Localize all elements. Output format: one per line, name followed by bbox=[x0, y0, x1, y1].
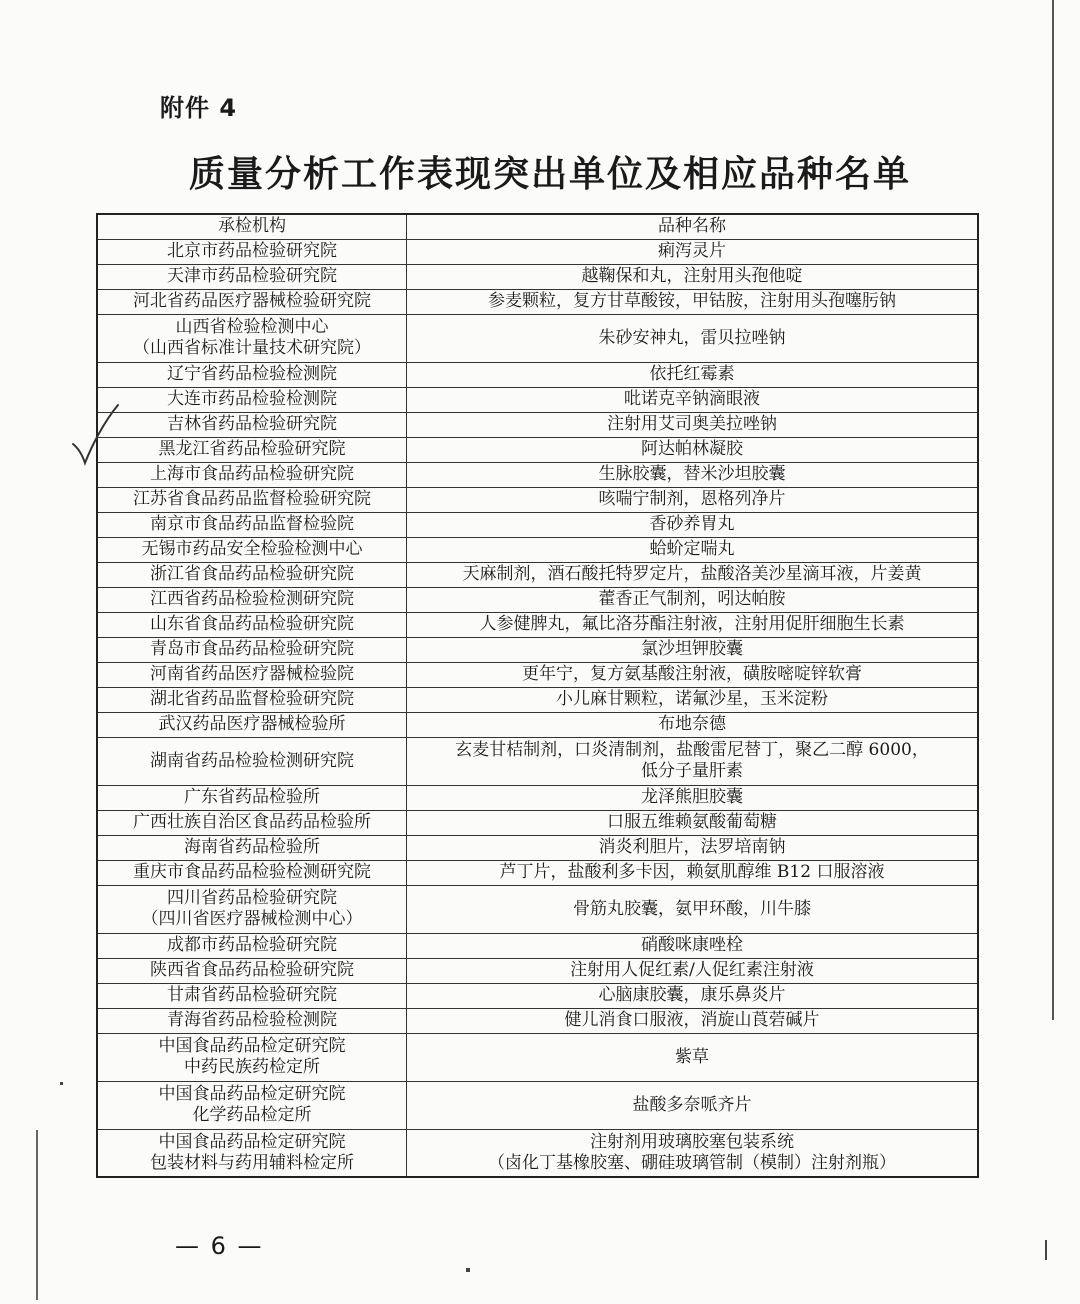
product-names: 健儿消食口服液，消旋山莨菪碱片 bbox=[564, 1010, 820, 1030]
table-row bbox=[97, 983, 978, 1008]
institution-cell bbox=[97, 289, 407, 314]
institution-cell bbox=[97, 785, 407, 810]
institution-cell bbox=[97, 612, 407, 637]
product-names: 芦丁片，盐酸利多卡因，赖氨肌醇维 B12 口服溶液 bbox=[499, 862, 885, 882]
product-names: 更年宁，复方氨基酸注射液，磺胺嘧啶锌软膏 bbox=[522, 664, 862, 684]
product-cell bbox=[407, 387, 979, 412]
product-cell bbox=[407, 933, 979, 958]
product-cell bbox=[407, 958, 979, 983]
table-row bbox=[97, 637, 978, 662]
product-cell bbox=[407, 314, 979, 362]
product-cell bbox=[407, 637, 979, 662]
institution-cell bbox=[97, 387, 407, 412]
product-names: 蛤蚧定喘丸 bbox=[649, 539, 735, 559]
product-cell bbox=[407, 462, 979, 487]
institution-cell bbox=[97, 737, 407, 785]
product-names: 氯沙坦钾胶囊 bbox=[641, 639, 743, 659]
product-cell bbox=[407, 239, 979, 264]
product-names: 消炎利胆片，法罗培南钠 bbox=[598, 837, 786, 857]
product-cell bbox=[407, 264, 979, 289]
header-institution: 承检机构 bbox=[97, 214, 407, 239]
table-row bbox=[97, 412, 978, 437]
page-number: — 6 — bbox=[175, 1232, 264, 1260]
institution-name: 河南省药品医疗器械检验院 bbox=[150, 664, 354, 684]
table-row bbox=[97, 437, 978, 462]
product-cell bbox=[407, 562, 979, 587]
table-row bbox=[97, 537, 978, 562]
institution-cell bbox=[97, 314, 407, 362]
product-cell bbox=[407, 860, 979, 885]
product-names: 紫草 bbox=[675, 1046, 709, 1067]
institution-cell bbox=[97, 958, 407, 983]
product-cell bbox=[407, 810, 979, 835]
product-names: 朱砂安神丸，雷贝拉唑钠 bbox=[598, 327, 786, 348]
institution-name: 中药民族药检定所 bbox=[184, 1057, 320, 1077]
table-row bbox=[97, 314, 978, 362]
institution-name: 成都市药品检验研究院 bbox=[167, 935, 337, 955]
institution-cell bbox=[97, 264, 407, 289]
institution-name: 黑龙江省药品检验研究院 bbox=[158, 439, 346, 459]
institution-cell bbox=[97, 587, 407, 612]
institution-name: 河北省药品医疗器械检验研究院 bbox=[133, 291, 371, 311]
product-cell bbox=[407, 512, 979, 537]
product-cell bbox=[407, 437, 979, 462]
product-names: 口服五维赖氨酸葡萄糖 bbox=[607, 812, 777, 832]
product-names: 藿香正气制剂，吲达帕胺 bbox=[598, 589, 786, 609]
product-names: 小儿麻甘颗粒，诺氟沙星，玉米淀粉 bbox=[556, 689, 828, 709]
institution-name: 南京市食品药品监督检验院 bbox=[150, 514, 354, 534]
institution-cell bbox=[97, 933, 407, 958]
product-cell bbox=[407, 1129, 979, 1177]
institution-cell bbox=[97, 1081, 407, 1129]
product-names: 盐酸多奈哌齐片 bbox=[632, 1094, 752, 1115]
institution-cell bbox=[97, 437, 407, 462]
institution-cell bbox=[97, 462, 407, 487]
institution-name: 包装材料与药用辅料检定所 bbox=[150, 1152, 354, 1173]
institution-name: 大连市药品检验检测院 bbox=[167, 389, 337, 409]
product-names: 越鞠保和丸，注射用头孢他啶 bbox=[581, 266, 803, 286]
institution-cell bbox=[97, 512, 407, 537]
product-names: 吡诺克辛钠滴眼液 bbox=[624, 389, 760, 409]
product-names: 骨筋丸胶囊，氨甲环酸，川牛膝 bbox=[573, 898, 811, 919]
product-cell bbox=[407, 612, 979, 637]
units-table bbox=[96, 213, 979, 1178]
institution-cell bbox=[97, 1008, 407, 1033]
institution-cell bbox=[97, 712, 407, 737]
institution-name: 天津市药品检验研究院 bbox=[167, 266, 337, 286]
table-row bbox=[97, 933, 978, 958]
institution-name: 广西壮族自治区食品药品检验所 bbox=[133, 812, 371, 832]
institution-name: 江苏省食品药品监督检验研究院 bbox=[133, 489, 371, 509]
institution-name: 江西省药品检验检测研究院 bbox=[150, 589, 354, 609]
table-row bbox=[97, 264, 978, 289]
product-names: （卤化丁基橡胶塞、硼硅玻璃管制（模制）注射剂瓶） bbox=[488, 1152, 896, 1173]
institution-name: 中国食品药品检定研究院 bbox=[158, 1131, 346, 1152]
table-row bbox=[97, 885, 978, 933]
institution-name: 化学药品检定所 bbox=[192, 1105, 312, 1125]
product-names: 香砂养胃丸 bbox=[649, 514, 735, 534]
institution-name: 中国食品药品检定研究院 bbox=[158, 1036, 346, 1056]
product-cell bbox=[407, 412, 979, 437]
table-row bbox=[97, 289, 978, 314]
institution-cell bbox=[97, 239, 407, 264]
table-row bbox=[97, 1129, 978, 1177]
product-names: 注射用艾司奥美拉唑钠 bbox=[607, 414, 777, 434]
table-header-row bbox=[97, 214, 978, 239]
product-cell bbox=[407, 587, 979, 612]
institution-cell bbox=[97, 412, 407, 437]
institution-name: 湖南省药品检验检测研究院 bbox=[150, 750, 354, 771]
product-cell bbox=[407, 737, 979, 785]
table-row bbox=[97, 958, 978, 983]
product-cell bbox=[407, 983, 979, 1008]
product-cell bbox=[407, 362, 979, 387]
product-names: 痢泻灵片 bbox=[658, 241, 726, 261]
table-row bbox=[97, 587, 978, 612]
product-names: 布地奈德 bbox=[658, 714, 726, 734]
institution-cell bbox=[97, 885, 407, 933]
product-cell bbox=[407, 1081, 979, 1129]
product-cell bbox=[407, 785, 979, 810]
product-names: 生脉胶囊，替米沙坦胶囊 bbox=[598, 464, 786, 484]
institution-cell bbox=[97, 562, 407, 587]
table-row bbox=[97, 462, 978, 487]
institution-name: 青海省药品检验检测院 bbox=[167, 1010, 337, 1030]
institution-cell bbox=[97, 687, 407, 712]
institution-name: 武汉药品医疗器械检验所 bbox=[158, 714, 346, 734]
institution-cell bbox=[97, 810, 407, 835]
table-row bbox=[97, 487, 978, 512]
product-cell bbox=[407, 487, 979, 512]
table-row bbox=[97, 712, 978, 737]
scan-dot bbox=[1045, 1240, 1047, 1260]
product-names: 参麦颗粒，复方甘草酸铵，甲钴胺，注射用头孢噻肟钠 bbox=[488, 291, 896, 311]
institution-cell bbox=[97, 860, 407, 885]
product-names: 人参健脾丸，氟比洛芬酯注射液，注射用促肝细胞生长素 bbox=[479, 614, 905, 634]
institution-name: 广东省药品检验所 bbox=[184, 787, 320, 807]
table-row bbox=[97, 785, 978, 810]
units-table-body bbox=[97, 214, 978, 1177]
institution-name: 无锡市药品安全检验检测中心 bbox=[141, 539, 363, 559]
institution-cell bbox=[97, 362, 407, 387]
product-cell bbox=[407, 687, 979, 712]
product-names: 低分子量肝素 bbox=[641, 761, 743, 781]
product-names: 硝酸咪康唑栓 bbox=[641, 935, 743, 955]
scan-dot bbox=[466, 1268, 470, 1272]
table-row bbox=[97, 1033, 978, 1081]
institution-cell bbox=[97, 1129, 407, 1177]
institution-name: 青岛市食品药品检验研究院 bbox=[150, 639, 354, 659]
scan-edge-line-right bbox=[1052, 0, 1054, 1020]
institution-name: 四川省药品检验研究院 bbox=[167, 888, 337, 908]
institution-cell bbox=[97, 983, 407, 1008]
product-names: 注射剂用玻璃胶塞包装系统 bbox=[590, 1131, 794, 1152]
institution-name: 吉林省药品检验研究院 bbox=[167, 414, 337, 434]
institution-name: （山西省标准计量技术研究院） bbox=[133, 338, 371, 358]
institution-name: 甘肃省药品检验研究院 bbox=[167, 985, 337, 1005]
product-names: 玄麦甘桔制剂，口炎清制剂，盐酸雷尼替丁，聚乙二醇 6000， bbox=[455, 740, 929, 760]
institution-name: 湖北省药品监督检验研究院 bbox=[150, 689, 354, 709]
product-names: 心脑康胶囊，康乐鼻炎片 bbox=[598, 985, 786, 1005]
table-row bbox=[97, 362, 978, 387]
table-row bbox=[97, 239, 978, 264]
institution-name: 中国食品药品检定研究院 bbox=[158, 1084, 346, 1104]
product-names: 注射用人促红素/人促红素注射液 bbox=[570, 960, 814, 980]
product-names: 天麻制剂，酒石酸托特罗定片，盐酸洛美沙星滴耳液，片姜黄 bbox=[462, 564, 922, 584]
institution-name: 海南省药品检验所 bbox=[184, 837, 320, 857]
institution-name: 山西省检验检测中心 bbox=[175, 317, 329, 337]
product-cell bbox=[407, 885, 979, 933]
institution-cell bbox=[97, 537, 407, 562]
institution-cell bbox=[97, 662, 407, 687]
table-row bbox=[97, 810, 978, 835]
table-row bbox=[97, 562, 978, 587]
institution-name: 浙江省食品药品检验研究院 bbox=[150, 564, 354, 584]
product-cell bbox=[407, 835, 979, 860]
table-row bbox=[97, 835, 978, 860]
product-cell bbox=[407, 537, 979, 562]
institution-cell bbox=[97, 487, 407, 512]
institution-name: 重庆市食品药品检验检测研究院 bbox=[133, 862, 371, 882]
document-title: 质量分析工作表现突出单位及相应品种名单 bbox=[188, 154, 911, 195]
table-row bbox=[97, 737, 978, 785]
product-names: 龙泽熊胆胶囊 bbox=[641, 787, 743, 807]
product-cell bbox=[407, 712, 979, 737]
institution-name: 北京市药品检验研究院 bbox=[167, 241, 337, 261]
table-row bbox=[97, 860, 978, 885]
table-row bbox=[97, 662, 978, 687]
table-row bbox=[97, 387, 978, 412]
scan-dot bbox=[60, 1082, 63, 1085]
institution-cell bbox=[97, 1033, 407, 1081]
product-cell bbox=[407, 1033, 979, 1081]
table-row bbox=[97, 512, 978, 537]
institution-name: 山东省食品药品检验研究院 bbox=[150, 614, 354, 634]
table-row bbox=[97, 1008, 978, 1033]
header-product: 品种名称 bbox=[407, 214, 979, 239]
institution-name: 陕西省食品药品检验研究院 bbox=[150, 960, 354, 980]
institution-cell bbox=[97, 835, 407, 860]
attachment-label: 附件 4 bbox=[160, 94, 238, 122]
table-row bbox=[97, 612, 978, 637]
product-cell bbox=[407, 662, 979, 687]
institution-cell bbox=[97, 637, 407, 662]
product-cell bbox=[407, 289, 979, 314]
table-row bbox=[97, 1081, 978, 1129]
institution-name: （四川省医疗器械检测中心） bbox=[141, 909, 363, 929]
institution-name: 辽宁省药品检验检测院 bbox=[167, 364, 337, 384]
product-names: 依托红霉素 bbox=[649, 364, 735, 384]
institution-name: 上海市食品药品检验研究院 bbox=[150, 464, 354, 484]
product-cell bbox=[407, 1008, 979, 1033]
table-row bbox=[97, 687, 978, 712]
scan-edge-line-left bbox=[36, 1130, 38, 1300]
product-names: 阿达帕林凝胶 bbox=[641, 439, 743, 459]
product-names: 咳喘宁制剂，恩格列净片 bbox=[598, 489, 786, 509]
handwritten-checkmark-icon bbox=[70, 400, 130, 466]
